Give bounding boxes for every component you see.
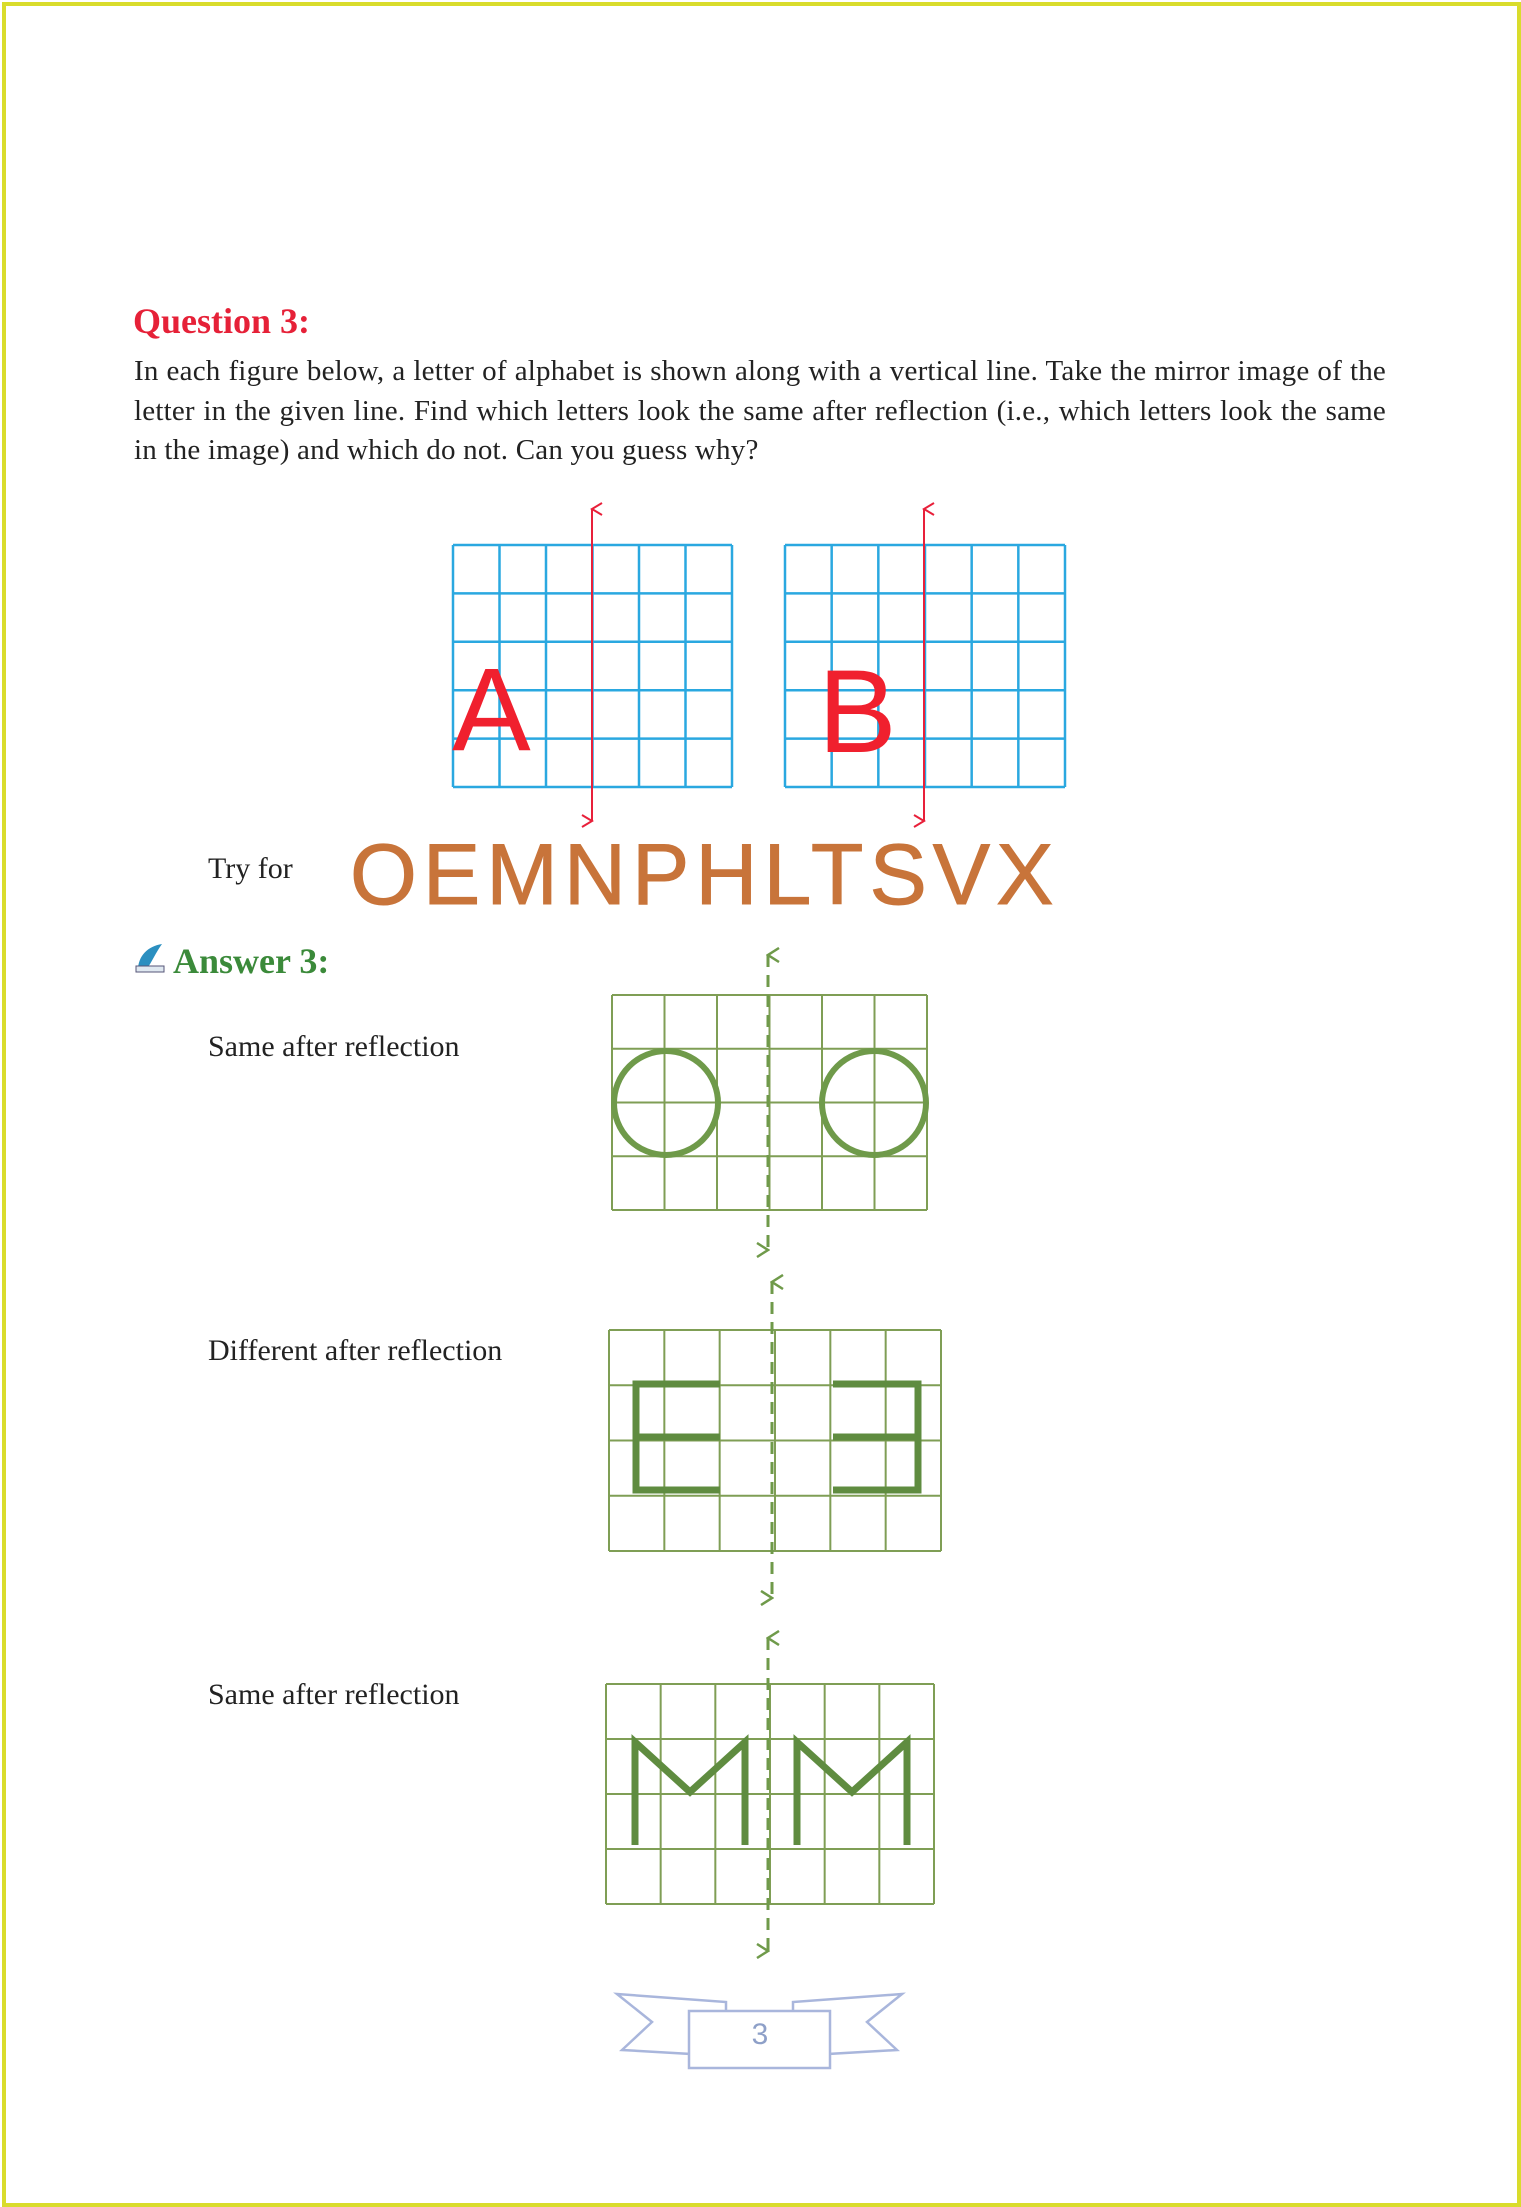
answer-label-e: Different after reflection [208,1334,503,1367]
letter-e-pair [636,1384,918,1490]
answer-logo-icon [134,942,166,974]
answer-label-m: Same after reflection [208,1678,460,1711]
try-for-label: Try for [208,852,293,885]
question-body: In each figure below, a letter of alphabet is shown along with a vertical line. Take the mirror image of the letter in the given line. Find which letters look the same after reflection (i.e., which letters look the same in the image) and which do not. Can you guess why? [134,355,1386,466]
figure-letter-a: A [452,644,531,776]
answer-title: Answer 3: [173,941,330,981]
answer-grid-m [606,1684,934,1904]
figure-letter-b: B [818,646,897,778]
try-letters: OEMNPHLTSVX [350,827,1060,923]
answer-label-o: Same after reflection [208,1030,460,1063]
page-number: 3 [751,2018,769,2051]
question-title: Question 3: [133,301,311,341]
